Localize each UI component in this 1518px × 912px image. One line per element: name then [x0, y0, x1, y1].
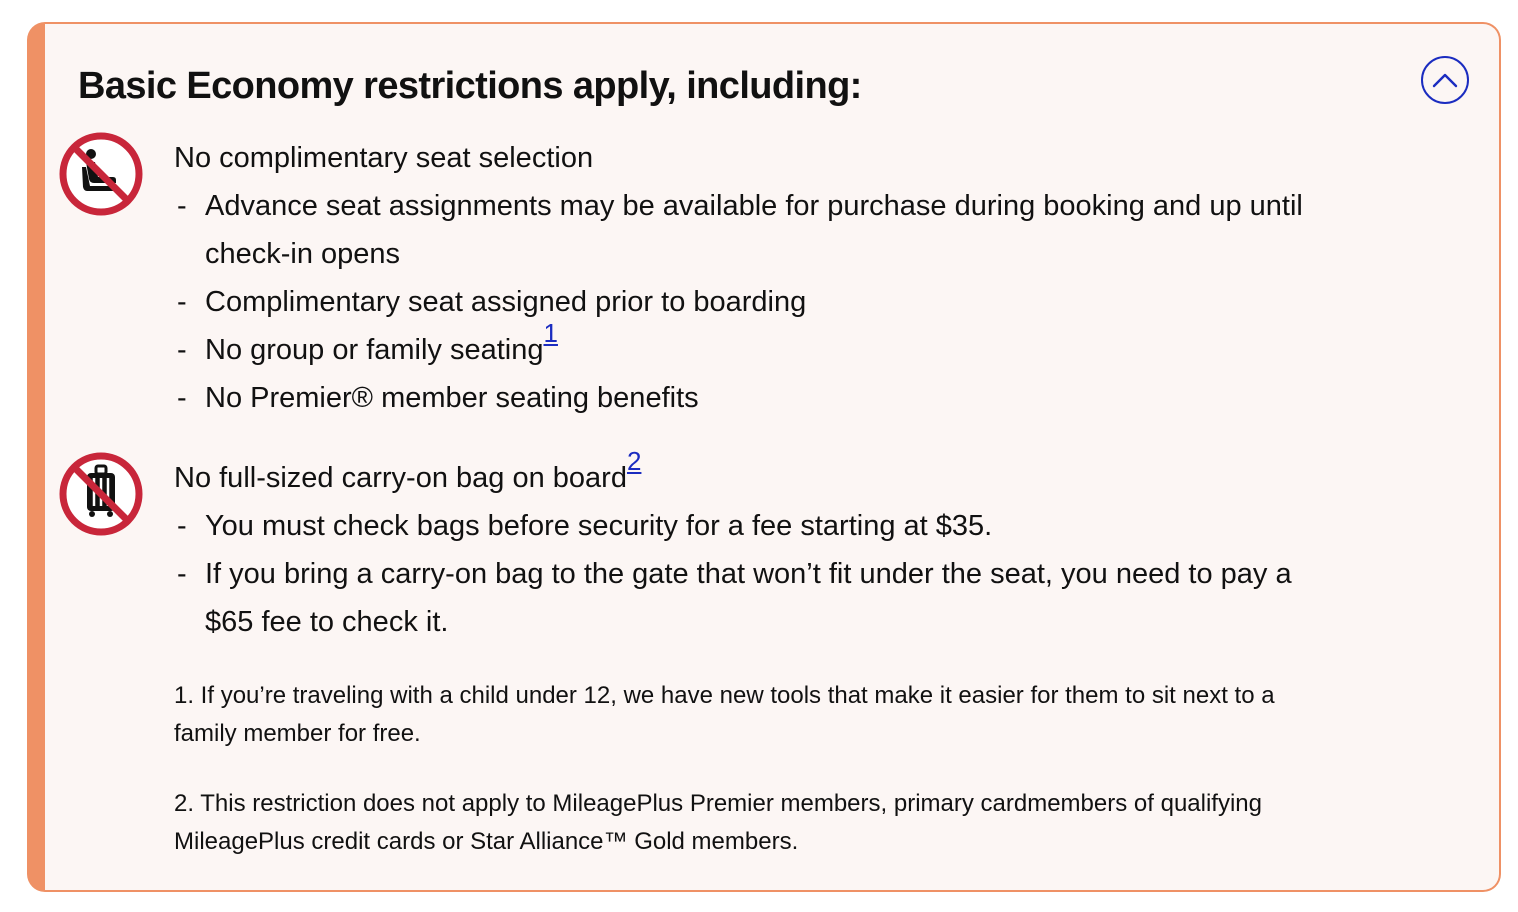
list-item: [174, 374, 1334, 422]
restriction-bullet-list: [174, 182, 1334, 422]
bullet-text: Advance seat assignments may be available for purchase during booking and up until check-in opens: [205, 190, 1303, 270]
footnote-ref-1: [544, 318, 558, 348]
bullet-marker: -: [177, 334, 187, 366]
bullet-marker: -: [177, 558, 187, 590]
no-seat-selection-icon: [58, 131, 144, 217]
footnote-2: 2. This restriction does not apply to MileagePlus Premier members, primary cardmembers of qualifying MileagePlus credit cards or Star Alliance™ Gold members.: [174, 790, 1262, 855]
basic-economy-restrictions-panel: [27, 22, 1501, 892]
footnote-link-1[interactable]: 1: [543, 318, 558, 349]
collapse-button[interactable]: [1421, 56, 1469, 104]
bullet-text: If you bring a carry-on bag to the gate that won’t fit under the seat, you need to pay a $65 fee to check it.: [205, 558, 1292, 638]
bullet-text: No Premier® member seating benefits: [205, 382, 699, 414]
restriction-heading: [174, 446, 642, 502]
list-item: [174, 182, 1334, 278]
panel-title: Basic Economy restrictions apply, including:: [78, 65, 862, 107]
bullet-marker: -: [177, 510, 187, 542]
list-item: [174, 278, 1334, 326]
footnote-1: 1. If you’re traveling with a child under 12, we have new tools that make it easier for them to sit next to a family member for free.: [174, 682, 1275, 747]
heading-text: No full-sized carry-on bag on board: [174, 462, 627, 494]
bullet-text: You must check bags before security for a fee starting at $35.: [205, 510, 993, 542]
bullet-marker: -: [177, 190, 187, 222]
footnote-ref-2: [627, 446, 641, 476]
bullet-text: Complimentary seat assigned prior to boarding: [205, 286, 807, 318]
restriction-heading: No complimentary seat selection: [174, 142, 594, 174]
footnote-link-2[interactable]: 2: [626, 446, 642, 477]
bullet-marker: -: [177, 286, 187, 318]
restriction-bullet-list: [174, 502, 1334, 646]
list-item: [174, 502, 1334, 550]
list-item: [174, 550, 1334, 646]
bullet-marker: -: [177, 382, 187, 414]
bullet-text: No group or family seating: [205, 334, 544, 366]
list-item: [174, 318, 1334, 374]
chevron-up-icon: [1432, 72, 1458, 88]
no-carry-on-bag-icon: [58, 451, 144, 537]
